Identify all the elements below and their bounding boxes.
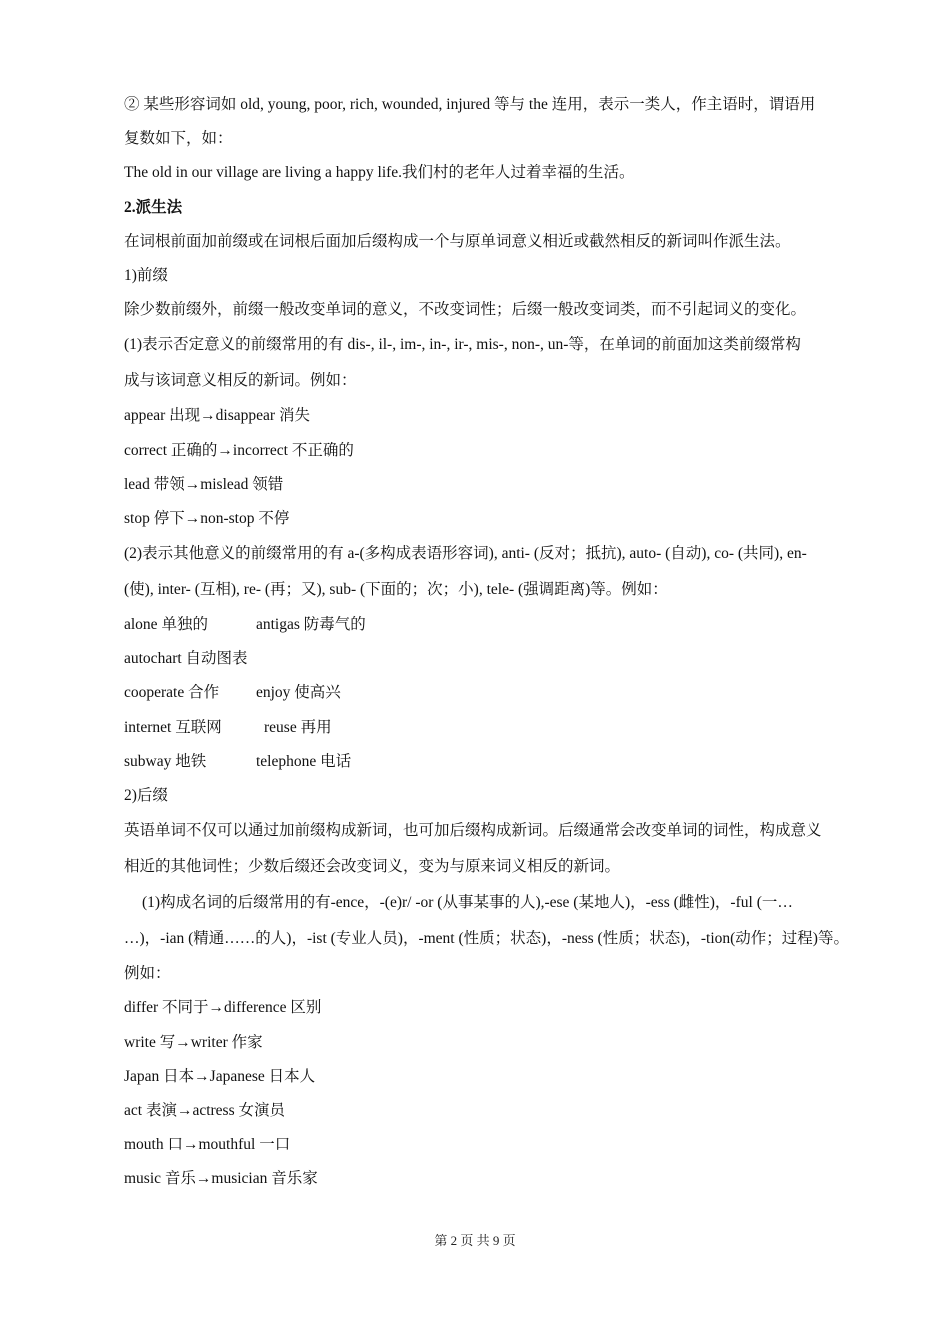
paragraph-line: ② 某些形容词如 old, young, poor, rich, wounded, injured 等与 the 连用，表示一类人，作主语时，谓语用 — [124, 96, 816, 113]
example-item: appear 出现→disappear 消失 — [124, 407, 310, 425]
paragraph-line: (2)表示其他意义的前缀常用的有 a-(多构成表语形容词), anti- (反对；抵抗), auto- (自动), co- (共同), en- — [124, 545, 807, 563]
example-pair — [124, 745, 864, 779]
subsection-heading: 2)后缀 — [124, 787, 168, 804]
example-item: autochart 自动图表 — [124, 650, 248, 668]
paragraph-line: 除少数前缀外，前缀一般改变单词的意义，不改变词性；后缀一般改变词类，而不引起词义的变化。 — [124, 301, 807, 319]
page-number-footer: 第 2 页 共 9 页 — [434, 1233, 516, 1248]
example-item: Japan 日本→Japanese 日本人 — [124, 1067, 316, 1085]
paragraph-line: 相近的其他词性；少数后缀还会改变词义，变为与原来词义相反的新词。 — [124, 858, 621, 876]
paragraph-line: 复数如下，如： — [124, 130, 233, 148]
example-pair-left: internet 互联网 — [124, 718, 222, 736]
example-pair-left: subway 地铁 — [124, 752, 207, 770]
subsection-heading: 1)前缀 — [124, 266, 168, 284]
paragraph-line: (1)表示否定意义的前缀常用的有 dis-, il-, im-, in-, ir-, mis-, non-, un-等，在单词的前面加这类前缀常构 — [124, 336, 801, 354]
example-pair — [124, 608, 864, 642]
document-body — [124, 88, 864, 1197]
paragraph-line: 英语单词不仅可以通过加前缀构成新词，也可加后缀构成新词。后缀通常会改变单词的词性，构成意义 — [124, 822, 822, 840]
example-pair-left: cooperate 合作 — [124, 684, 220, 702]
example-sentence: The old in our village are living a happy life.我们村的老年人过着幸福的生活。 — [124, 164, 635, 182]
paragraph-line: …)，-ian (精通……的人)，-ist (专业人员)，-ment (性质；状态)，-ness (性质；状态)，-tion(动作；过程)等。 — [124, 930, 849, 948]
example-pair-right: enjoy 使高兴 — [256, 684, 341, 702]
example-item: write 写→writer 作家 — [124, 1033, 263, 1051]
paragraph-line: (使), inter- (互相), re- (再；又), sub- (下面的；次；小), tele- (强调距离)等。例如： — [124, 581, 668, 599]
example-item: stop 停下→non-stop 不停 — [124, 509, 290, 527]
example-item: mouth 口→mouthful 一口 — [124, 1136, 291, 1154]
example-pair — [124, 711, 864, 745]
example-pair-right: antigas 防毒气的 — [256, 616, 366, 634]
example-item: lead 带领→mislead 领错 — [124, 475, 284, 493]
example-item: act 表演→actress 女演员 — [124, 1101, 285, 1119]
example-pair-right: telephone 电话 — [256, 752, 352, 770]
example-pair-right: reuse 再用 — [264, 718, 332, 736]
section-heading: 2.派生法 — [124, 198, 183, 216]
paragraph-line: 成与该词意义相反的新词。例如： — [124, 372, 357, 390]
paragraph-line: (1)构成名词的后缀常用的有-ence，-(e)r/ -or (从事某事的人),-ese (某地人)，-ess (雌性)，-ful (一… — [142, 894, 793, 912]
example-pair — [124, 676, 864, 710]
example-item: correct 正确的→incorrect 不正确的 — [124, 441, 354, 459]
paragraph-line: 例如： — [124, 965, 171, 983]
paragraph-line: 在词根前面加前缀或在词根后面加后缀构成一个与原单词意义相近或截然相反的新词叫作派生法。 — [124, 232, 791, 250]
example-pair-left: alone 单独的 — [124, 616, 208, 634]
example-item: differ 不同于→difference 区别 — [124, 999, 322, 1017]
example-item: music 音乐→musician 音乐家 — [124, 1170, 318, 1188]
